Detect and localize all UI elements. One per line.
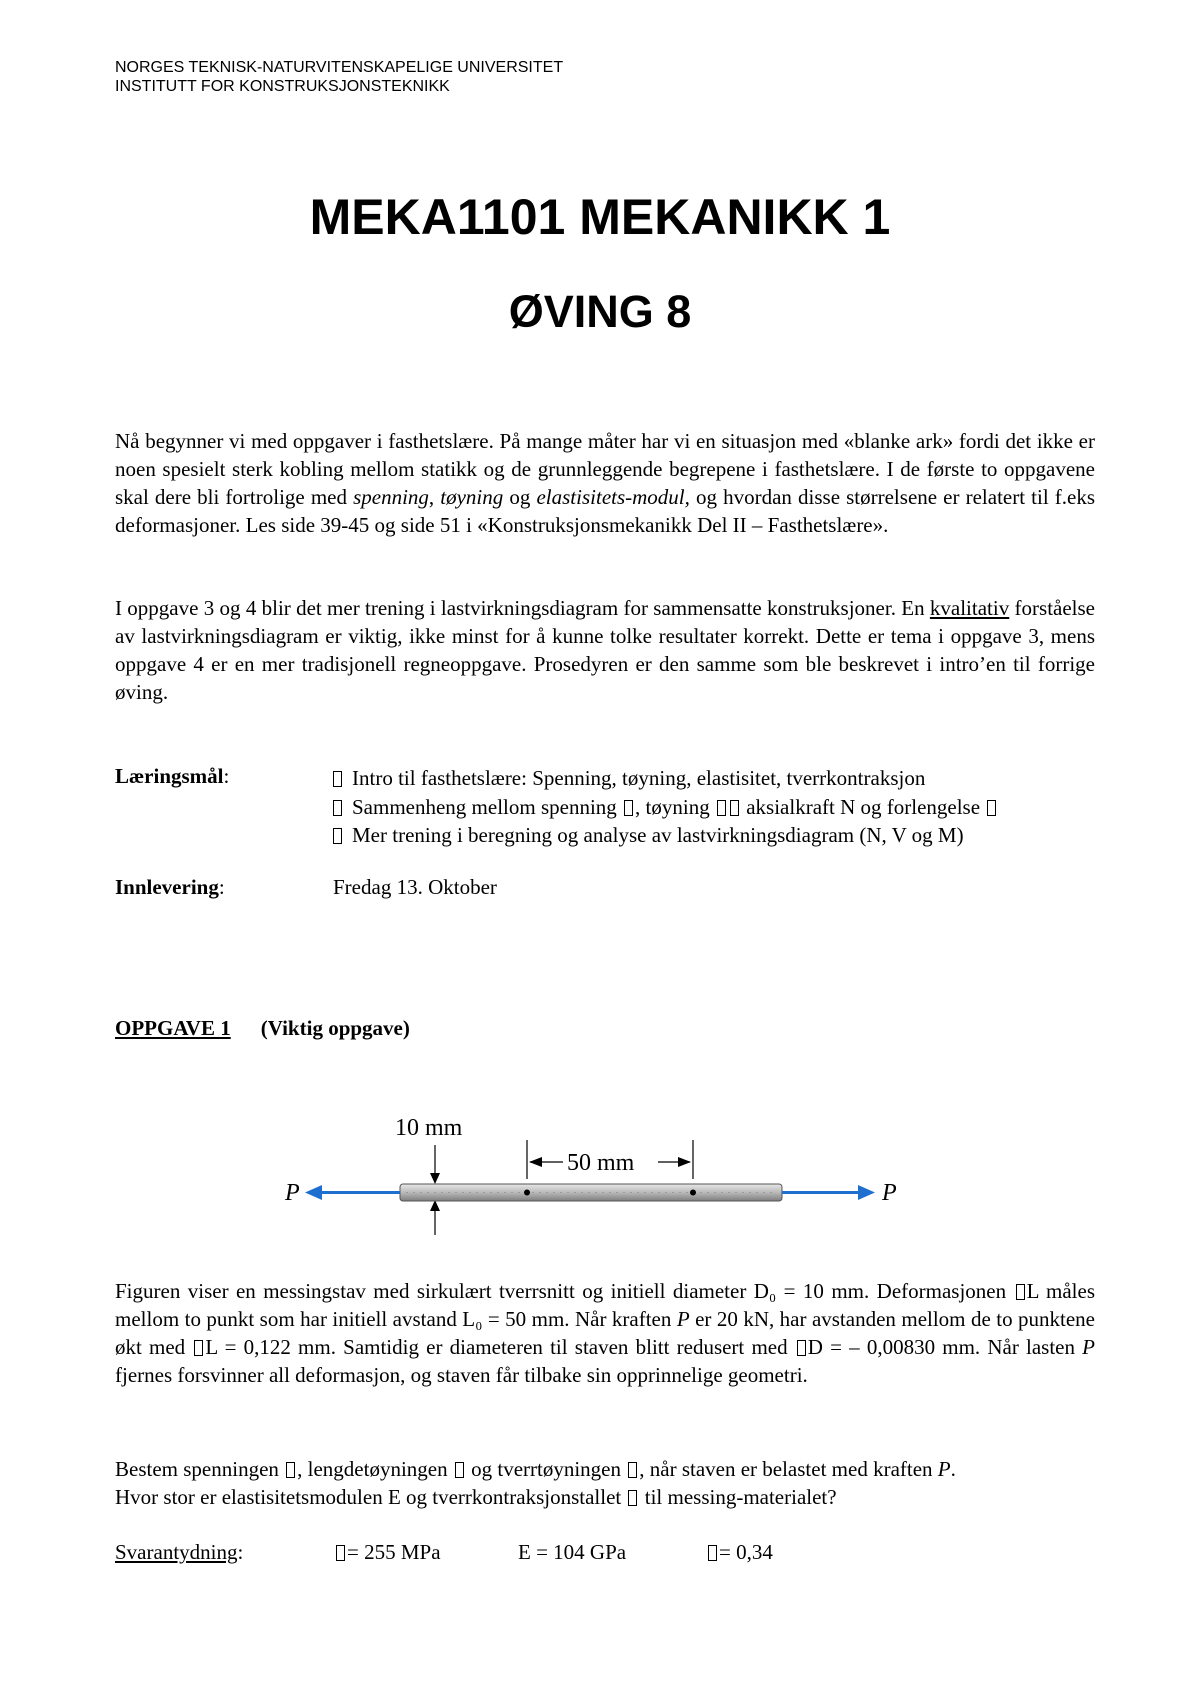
- load-arrowhead-right: [858, 1185, 875, 1200]
- task1-title: OPPGAVE 1: [115, 1016, 231, 1040]
- goal-item: [333, 821, 998, 850]
- goal-text: Intro til fasthetslære: Spenning, tøyning, elastisitet, tverrkontraksjon: [352, 766, 926, 790]
- colon: :: [218, 875, 225, 899]
- epsilon-icon: [628, 1462, 637, 1478]
- goal-item: [333, 793, 998, 822]
- term-toyning: tøyning: [440, 485, 504, 509]
- intro-paragraph-1: [115, 427, 1095, 539]
- brass-rod: [400, 1184, 782, 1201]
- task1-heading: [115, 1016, 410, 1041]
- task1-description: [115, 1277, 1095, 1389]
- question-line-2: [115, 1483, 1095, 1511]
- task1-text: fjernes forsvinner all deformasjon, og staven får tilbake sin opprinnelige geometri.: [115, 1363, 808, 1387]
- intro-text: I oppgave 3 og 4 blir det mer trening i lastvirkningsdiagram for sammensatte konstruksjoner. En: [115, 596, 930, 620]
- term-emodul: elastisitets-modul,: [536, 485, 690, 509]
- symbol-icon: [717, 800, 726, 816]
- answer-modulus: E = 104 GPa: [518, 1540, 627, 1564]
- answer-poisson: [706, 1540, 773, 1565]
- term-spenning: spenning: [353, 485, 429, 509]
- gauge-point-right: [690, 1190, 696, 1196]
- diameter-arrowhead-bottom: [430, 1200, 440, 1211]
- sep: og: [503, 485, 537, 509]
- task1-subtitle: (Viktig oppgave): [260, 1016, 410, 1040]
- nu-icon: [628, 1490, 637, 1506]
- task1-question: [115, 1455, 1095, 1511]
- goal-item: [333, 764, 998, 793]
- symbol-icon: [624, 800, 633, 816]
- question-text: Hvor stor er elastisitetsmodulen E og tverrkontraksjonstallet: [115, 1485, 627, 1509]
- colon: :: [223, 764, 230, 788]
- goal-text: aksialkraft N og forlengelse: [740, 794, 981, 819]
- colon: :: [237, 1540, 244, 1564]
- term-kvalitativ: kvalitativ: [929, 596, 1010, 620]
- force-symbol: P: [676, 1307, 690, 1331]
- goal-text: , tøyning: [635, 794, 710, 819]
- brass-rod-figure: [280, 1105, 930, 1250]
- question-line-1: [115, 1455, 1095, 1483]
- question-text: , når staven er belastet med kraften: [639, 1457, 938, 1481]
- course-title: MEKA1101 MEKANIKK 1: [309, 189, 891, 245]
- gauge-arrowhead-right: [678, 1157, 691, 1167]
- answer-value: = 0,34: [719, 1540, 773, 1564]
- task1-text: L = 0,122 mm. Samtidig er diameteren til staven blitt redusert med: [205, 1335, 795, 1359]
- header: [115, 58, 563, 96]
- question-text: til messing-materialet?: [639, 1485, 837, 1509]
- intro-paragraph-2: [115, 594, 1095, 706]
- symbol-icon: [730, 800, 739, 816]
- diameter-arrowhead-top: [430, 1173, 440, 1184]
- exercise-title: ØVING 8: [508, 286, 692, 337]
- task1-text: er 20 kN, har avstanden mellom de to punktene økt med: [115, 1307, 1095, 1359]
- load-arrowhead-left: [305, 1185, 322, 1200]
- intro-text: forståelse av lastvirkningsdiagram er viktig, ikke minst for å kunne tolke resultater korrekt. Dette er tema i oppgave 3, mens oppgave 4 er en mer tradisjonell regneoppgave. Prosedyren er den samme som ble beskrevet i intro’en til forrige øving.: [115, 596, 1095, 704]
- load-label-right: P: [882, 1180, 897, 1206]
- gauge-point-left: [524, 1190, 530, 1196]
- delta-icon: [194, 1340, 203, 1356]
- university-name: NORGES TEKNISK-NATURVITENSKAPELIGE UNIVERSITET: [115, 59, 564, 76]
- question-text: og tverrtøyningen: [465, 1457, 627, 1481]
- answer-stress: [334, 1540, 441, 1565]
- gauge-label: 50 mm: [567, 1150, 635, 1176]
- delivery-date: Fredag 13. Oktober: [333, 875, 497, 899]
- epsilon-icon: [455, 1462, 464, 1478]
- task1-text: L måles mellom to punkt som har initiell avstand L₀ = 50 mm. Når kraften: [115, 1279, 1096, 1331]
- diameter-label: 10 mm: [395, 1115, 463, 1141]
- goal-text: Sammenheng mellom spenning: [352, 794, 617, 819]
- nu-icon: [708, 1545, 717, 1561]
- bullet-icon: [333, 828, 342, 844]
- delivery-label-text: Innlevering: [115, 875, 219, 899]
- intro-text: Nå begynner vi med oppgaver i fasthetslære. På mange måter har vi en situasjon med «blanke ark» fordi det ikke er noen spesielt sterk kobling mellom statikk og de grunnleggende begrepene i fasthetslære. I de første to oppgavene skal dere bli fortrolige med: [115, 429, 1095, 509]
- institute-name: INSTITUTT FOR KONSTRUKSJONSTEKNIKK: [115, 78, 450, 95]
- task1-text: D = – 0,00830 mm. Når lasten: [807, 1335, 1083, 1359]
- goals-list: [333, 764, 998, 850]
- load-label-left: P: [285, 1180, 300, 1206]
- bullet-icon: [333, 771, 342, 787]
- sigma-icon: [336, 1545, 345, 1561]
- delta-icon: [797, 1340, 806, 1356]
- goals-label-text: Læringsmål: [115, 764, 224, 788]
- answers-label: [115, 1540, 243, 1565]
- intro-text: og hvordan disse størrelsene er relatert til f.eks deformasjoner. Les side 39-45 og side 51 i «Konstruksjonsmekanikk Del II – Fasthetslære».: [115, 485, 1095, 537]
- force-symbol: P: [1082, 1335, 1095, 1359]
- sigma-icon: [286, 1462, 295, 1478]
- question-text: .: [950, 1457, 956, 1481]
- goal-text: Mer trening i beregning og analyse av lastvirkningsdiagram (N, V og M): [352, 823, 964, 847]
- force-symbol: P: [937, 1457, 951, 1481]
- delta-icon: [1016, 1284, 1025, 1300]
- question-text: , lengdetøyningen: [297, 1457, 453, 1481]
- gauge-arrowhead-left: [529, 1157, 542, 1167]
- goals-label: [115, 764, 229, 789]
- delivery-label: [115, 875, 225, 900]
- sep: ,: [428, 485, 441, 509]
- bullet-icon: [333, 800, 342, 816]
- task1-text: Figuren viser en messingstav med sirkulært tverrsnitt og initiell diameter D₀ = 10 mm. Deformasjonen: [115, 1279, 1014, 1303]
- symbol-icon: [987, 800, 996, 816]
- answers-label-text: Svarantydning: [115, 1540, 238, 1564]
- question-text: Bestem spenningen: [115, 1457, 285, 1481]
- answer-value: = 255 MPa: [347, 1540, 441, 1564]
